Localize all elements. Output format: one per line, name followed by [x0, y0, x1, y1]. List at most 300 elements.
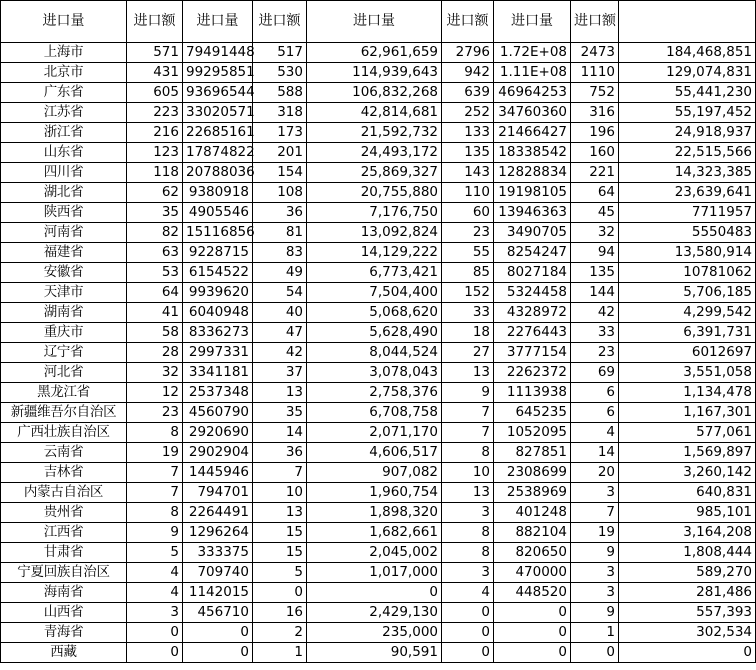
value-cell: 55	[442, 243, 494, 263]
table-row	[1, 603, 756, 623]
value-cell: 46964253	[494, 83, 571, 103]
value-cell: 33020571	[183, 103, 253, 123]
table-row	[1, 223, 756, 243]
value-cell: 2537348	[183, 383, 253, 403]
region-name-cell: 河北省	[1, 363, 127, 383]
value-cell: 2,071,170	[307, 423, 442, 443]
value-cell: 2	[253, 623, 307, 643]
table-row	[1, 643, 756, 663]
value-cell: 0	[183, 643, 253, 663]
value-cell: 4	[127, 583, 183, 603]
value-cell: 64	[127, 283, 183, 303]
value-cell: 571	[127, 43, 183, 63]
region-name-cell: 海南省	[1, 583, 127, 603]
value-cell: 9	[127, 523, 183, 543]
value-cell: 7,504,400	[307, 283, 442, 303]
value-cell: 15	[253, 543, 307, 563]
value-cell: 135	[571, 263, 619, 283]
value-cell: 19	[127, 443, 183, 463]
region-name-cell: 云南省	[1, 443, 127, 463]
column-header-7: 进口额	[571, 1, 619, 43]
value-cell: 3341181	[183, 363, 253, 383]
value-cell: 3777154	[494, 343, 571, 363]
value-cell: 1	[253, 643, 307, 663]
region-name-cell: 河南省	[1, 223, 127, 243]
value-cell: 1,682,661	[307, 523, 442, 543]
value-cell: 6	[571, 383, 619, 403]
value-cell: 4905546	[183, 203, 253, 223]
value-cell: 221	[571, 163, 619, 183]
value-cell: 14	[253, 423, 307, 443]
value-cell: 4328972	[494, 303, 571, 323]
table-row	[1, 423, 756, 443]
value-cell: 37	[253, 363, 307, 383]
value-cell: 4560790	[183, 403, 253, 423]
value-cell: 35	[253, 403, 307, 423]
value-cell: 154	[253, 163, 307, 183]
value-cell: 216	[127, 123, 183, 143]
region-name-cell: 天津市	[1, 283, 127, 303]
value-cell: 201	[253, 143, 307, 163]
value-cell: 0	[253, 583, 307, 603]
value-cell: 985,101	[619, 503, 756, 523]
value-cell: 15	[253, 523, 307, 543]
value-cell: 1142015	[183, 583, 253, 603]
value-cell: 6,708,758	[307, 403, 442, 423]
value-cell: 530	[253, 63, 307, 83]
value-cell: 15116856	[183, 223, 253, 243]
value-cell: 3,164,208	[619, 523, 756, 543]
value-cell: 5324458	[494, 283, 571, 303]
value-cell: 1,167,301	[619, 403, 756, 423]
value-cell: 4,606,517	[307, 443, 442, 463]
value-cell: 5	[253, 563, 307, 583]
value-cell: 752	[571, 83, 619, 103]
value-cell: 1113938	[494, 383, 571, 403]
value-cell: 6040948	[183, 303, 253, 323]
value-cell: 7711957	[619, 203, 756, 223]
table-row	[1, 523, 756, 543]
value-cell: 8	[442, 543, 494, 563]
value-cell: 54	[253, 283, 307, 303]
value-cell: 7	[442, 403, 494, 423]
value-cell: 8	[127, 503, 183, 523]
value-cell: 14,323,385	[619, 163, 756, 183]
value-cell: 19198105	[494, 183, 571, 203]
value-cell: 129,074,831	[619, 63, 756, 83]
value-cell: 196	[571, 123, 619, 143]
value-cell: 69	[571, 363, 619, 383]
value-cell: 3	[127, 603, 183, 623]
value-cell: 144	[571, 283, 619, 303]
region-name-cell: 安徽省	[1, 263, 127, 283]
value-cell: 85	[442, 263, 494, 283]
region-name-cell: 辽宁省	[1, 343, 127, 363]
value-cell: 23	[127, 403, 183, 423]
region-name-cell: 北京市	[1, 63, 127, 83]
value-cell: 1110	[571, 63, 619, 83]
value-cell: 22685161	[183, 123, 253, 143]
value-cell: 0	[307, 583, 442, 603]
table-row	[1, 623, 756, 643]
value-cell: 33	[571, 323, 619, 343]
value-cell: 557,393	[619, 603, 756, 623]
value-cell: 316	[571, 103, 619, 123]
value-cell: 20	[571, 463, 619, 483]
value-cell: 47	[253, 323, 307, 343]
value-cell: 110	[442, 183, 494, 203]
value-cell: 55,441,230	[619, 83, 756, 103]
value-cell: 1,569,897	[619, 443, 756, 463]
value-cell: 7	[571, 503, 619, 523]
region-name-cell: 山东省	[1, 143, 127, 163]
header-row	[1, 1, 756, 43]
value-cell: 1,898,320	[307, 503, 442, 523]
column-header-3: 进口额	[253, 1, 307, 43]
table-body	[1, 43, 756, 663]
value-cell: 24,493,172	[307, 143, 442, 163]
value-cell: 8	[442, 523, 494, 543]
value-cell: 135	[442, 143, 494, 163]
value-cell: 2262372	[494, 363, 571, 383]
value-cell: 942	[442, 63, 494, 83]
value-cell: 4	[127, 563, 183, 583]
value-cell: 16	[253, 603, 307, 623]
value-cell: 0	[494, 643, 571, 663]
value-cell: 63	[127, 243, 183, 263]
value-cell: 36	[253, 443, 307, 463]
region-name-cell: 湖北省	[1, 183, 127, 203]
value-cell: 1.11E+08	[494, 63, 571, 83]
value-cell: 32	[571, 223, 619, 243]
value-cell: 1.72E+08	[494, 43, 571, 63]
value-cell: 23,639,641	[619, 183, 756, 203]
region-name-cell: 江西省	[1, 523, 127, 543]
value-cell: 24,918,937	[619, 123, 756, 143]
value-cell: 0	[127, 623, 183, 643]
value-cell: 32	[127, 363, 183, 383]
region-name-cell: 新疆维吾尔自治区	[1, 403, 127, 423]
value-cell: 34760360	[494, 103, 571, 123]
value-cell: 235,000	[307, 623, 442, 643]
value-cell: 709740	[183, 563, 253, 583]
value-cell: 2,429,130	[307, 603, 442, 623]
value-cell: 20,755,880	[307, 183, 442, 203]
table-row	[1, 243, 756, 263]
value-cell: 401248	[494, 503, 571, 523]
table-row	[1, 383, 756, 403]
region-name-cell: 湖南省	[1, 303, 127, 323]
table-row	[1, 183, 756, 203]
region-name-cell: 宁夏回族自治区	[1, 563, 127, 583]
value-cell: 5550483	[619, 223, 756, 243]
value-cell: 58	[127, 323, 183, 343]
value-cell: 28	[127, 343, 183, 363]
value-cell: 907,082	[307, 463, 442, 483]
value-cell: 456710	[183, 603, 253, 623]
region-name-cell: 上海市	[1, 43, 127, 63]
value-cell: 0	[183, 623, 253, 643]
value-cell: 2997331	[183, 343, 253, 363]
value-cell: 18338542	[494, 143, 571, 163]
table-row	[1, 163, 756, 183]
value-cell: 1052095	[494, 423, 571, 443]
value-cell: 114,939,643	[307, 63, 442, 83]
value-cell: 13	[253, 383, 307, 403]
value-cell: 9	[442, 383, 494, 403]
value-cell: 0	[571, 643, 619, 663]
value-cell: 0	[442, 603, 494, 623]
value-cell: 589,270	[619, 563, 756, 583]
table-row	[1, 203, 756, 223]
value-cell: 223	[127, 103, 183, 123]
value-cell: 6,391,731	[619, 323, 756, 343]
value-cell: 53	[127, 263, 183, 283]
value-cell: 19	[571, 523, 619, 543]
value-cell: 827851	[494, 443, 571, 463]
value-cell: 0	[127, 643, 183, 663]
value-cell: 1,134,478	[619, 383, 756, 403]
value-cell: 42	[253, 343, 307, 363]
value-cell: 49	[253, 263, 307, 283]
table-row	[1, 583, 756, 603]
value-cell: 42	[571, 303, 619, 323]
value-cell: 7,176,750	[307, 203, 442, 223]
value-cell: 6154522	[183, 263, 253, 283]
value-cell: 45	[571, 203, 619, 223]
table-row	[1, 263, 756, 283]
column-header-0: 进口量	[1, 1, 127, 43]
value-cell: 5,068,620	[307, 303, 442, 323]
value-cell: 0	[442, 643, 494, 663]
value-cell: 13946363	[494, 203, 571, 223]
table-row	[1, 323, 756, 343]
value-cell: 160	[571, 143, 619, 163]
value-cell: 9	[571, 543, 619, 563]
value-cell: 36	[253, 203, 307, 223]
value-cell: 13	[442, 363, 494, 383]
value-cell: 2902904	[183, 443, 253, 463]
value-cell: 14,129,222	[307, 243, 442, 263]
value-cell: 3490705	[494, 223, 571, 243]
value-cell: 94	[571, 243, 619, 263]
region-name-cell: 广东省	[1, 83, 127, 103]
table-row	[1, 303, 756, 323]
value-cell: 133	[442, 123, 494, 143]
value-cell: 93696544	[183, 83, 253, 103]
table-row	[1, 443, 756, 463]
region-name-cell: 福建省	[1, 243, 127, 263]
value-cell: 9	[571, 603, 619, 623]
region-name-cell: 贵州省	[1, 503, 127, 523]
table-row	[1, 123, 756, 143]
value-cell: 8	[127, 423, 183, 443]
value-cell: 448520	[494, 583, 571, 603]
value-cell: 12828834	[494, 163, 571, 183]
value-cell: 7	[442, 423, 494, 443]
value-cell: 9228715	[183, 243, 253, 263]
value-cell: 13,092,824	[307, 223, 442, 243]
value-cell: 3,260,142	[619, 463, 756, 483]
value-cell: 64	[571, 183, 619, 203]
table-row	[1, 83, 756, 103]
value-cell: 62,961,659	[307, 43, 442, 63]
value-cell: 8	[442, 443, 494, 463]
value-cell: 152	[442, 283, 494, 303]
value-cell: 0	[494, 623, 571, 643]
table-row	[1, 143, 756, 163]
value-cell: 20788036	[183, 163, 253, 183]
value-cell: 118	[127, 163, 183, 183]
value-cell: 794701	[183, 483, 253, 503]
value-cell: 3	[571, 583, 619, 603]
value-cell: 123	[127, 143, 183, 163]
region-name-cell: 重庆市	[1, 323, 127, 343]
value-cell: 3,551,058	[619, 363, 756, 383]
value-cell: 1445946	[183, 463, 253, 483]
region-name-cell: 西藏	[1, 643, 127, 663]
value-cell: 281,486	[619, 583, 756, 603]
value-cell: 8,044,524	[307, 343, 442, 363]
value-cell: 1,808,444	[619, 543, 756, 563]
value-cell: 6	[571, 403, 619, 423]
column-header-1: 进口额	[127, 1, 183, 43]
region-name-cell: 青海省	[1, 623, 127, 643]
value-cell: 41	[127, 303, 183, 323]
value-cell: 12	[127, 383, 183, 403]
value-cell: 8336273	[183, 323, 253, 343]
value-cell: 13	[442, 483, 494, 503]
value-cell: 27	[442, 343, 494, 363]
value-cell: 4	[442, 583, 494, 603]
value-cell: 1,960,754	[307, 483, 442, 503]
region-name-cell: 甘肃省	[1, 543, 127, 563]
value-cell: 25,869,327	[307, 163, 442, 183]
value-cell: 470000	[494, 563, 571, 583]
value-cell: 5,628,490	[307, 323, 442, 343]
region-name-cell: 江苏省	[1, 103, 127, 123]
value-cell: 7	[127, 463, 183, 483]
value-cell: 14	[571, 443, 619, 463]
value-cell: 79491448	[183, 43, 253, 63]
value-cell: 577,061	[619, 423, 756, 443]
region-name-cell: 内蒙古自治区	[1, 483, 127, 503]
value-cell: 35	[127, 203, 183, 223]
value-cell: 10	[442, 463, 494, 483]
value-cell: 3	[442, 503, 494, 523]
region-name-cell: 山西省	[1, 603, 127, 623]
value-cell: 9380918	[183, 183, 253, 203]
value-cell: 106,832,268	[307, 83, 442, 103]
value-cell: 9939620	[183, 283, 253, 303]
value-cell: 2,045,002	[307, 543, 442, 563]
value-cell: 8254247	[494, 243, 571, 263]
value-cell: 184,468,851	[619, 43, 756, 63]
value-cell: 3,078,043	[307, 363, 442, 383]
column-header-8	[619, 1, 756, 43]
region-name-cell: 浙江省	[1, 123, 127, 143]
value-cell: 143	[442, 163, 494, 183]
value-cell: 333375	[183, 543, 253, 563]
value-cell: 13,580,914	[619, 243, 756, 263]
value-cell: 2308699	[494, 463, 571, 483]
value-cell: 60	[442, 203, 494, 223]
value-cell: 18	[442, 323, 494, 343]
value-cell: 2920690	[183, 423, 253, 443]
value-cell: 2,758,376	[307, 383, 442, 403]
value-cell: 4	[571, 423, 619, 443]
column-header-2: 进口量	[183, 1, 253, 43]
table-row	[1, 343, 756, 363]
region-name-cell: 四川省	[1, 163, 127, 183]
table-row	[1, 63, 756, 83]
value-cell: 645235	[494, 403, 571, 423]
value-cell: 81	[253, 223, 307, 243]
value-cell: 83	[253, 243, 307, 263]
value-cell: 33	[442, 303, 494, 323]
value-cell: 252	[442, 103, 494, 123]
value-cell: 2276443	[494, 323, 571, 343]
value-cell: 13	[253, 503, 307, 523]
table-row	[1, 43, 756, 63]
value-cell: 3	[571, 483, 619, 503]
table-row	[1, 483, 756, 503]
value-cell: 55,197,452	[619, 103, 756, 123]
region-name-cell: 广西壮族自治区	[1, 423, 127, 443]
value-cell: 1,017,000	[307, 563, 442, 583]
table-row	[1, 283, 756, 303]
value-cell: 2264491	[183, 503, 253, 523]
value-cell: 639	[442, 83, 494, 103]
value-cell: 588	[253, 83, 307, 103]
value-cell: 2538969	[494, 483, 571, 503]
value-cell: 6,773,421	[307, 263, 442, 283]
region-name-cell: 陕西省	[1, 203, 127, 223]
value-cell: 23	[571, 343, 619, 363]
column-header-4: 进口量	[307, 1, 442, 43]
value-cell: 40	[253, 303, 307, 323]
value-cell: 17874822	[183, 143, 253, 163]
value-cell: 6012697	[619, 343, 756, 363]
value-cell: 23	[442, 223, 494, 243]
table-row	[1, 363, 756, 383]
value-cell: 82	[127, 223, 183, 243]
value-cell: 517	[253, 43, 307, 63]
value-cell: 4,299,542	[619, 303, 756, 323]
value-cell: 882104	[494, 523, 571, 543]
value-cell: 0	[442, 623, 494, 643]
value-cell: 10781062	[619, 263, 756, 283]
value-cell: 0	[494, 603, 571, 623]
value-cell: 42,814,681	[307, 103, 442, 123]
table-row	[1, 103, 756, 123]
value-cell: 431	[127, 63, 183, 83]
value-cell: 302,534	[619, 623, 756, 643]
value-cell: 62	[127, 183, 183, 203]
value-cell: 21,592,732	[307, 123, 442, 143]
value-cell: 108	[253, 183, 307, 203]
value-cell: 7	[253, 463, 307, 483]
value-cell: 1	[571, 623, 619, 643]
value-cell: 2473	[571, 43, 619, 63]
column-header-6: 进口量	[494, 1, 571, 43]
value-cell: 3	[442, 563, 494, 583]
value-cell: 1296264	[183, 523, 253, 543]
region-name-cell: 黑龙江省	[1, 383, 127, 403]
value-cell: 3	[571, 563, 619, 583]
value-cell: 5,706,185	[619, 283, 756, 303]
value-cell: 21466427	[494, 123, 571, 143]
